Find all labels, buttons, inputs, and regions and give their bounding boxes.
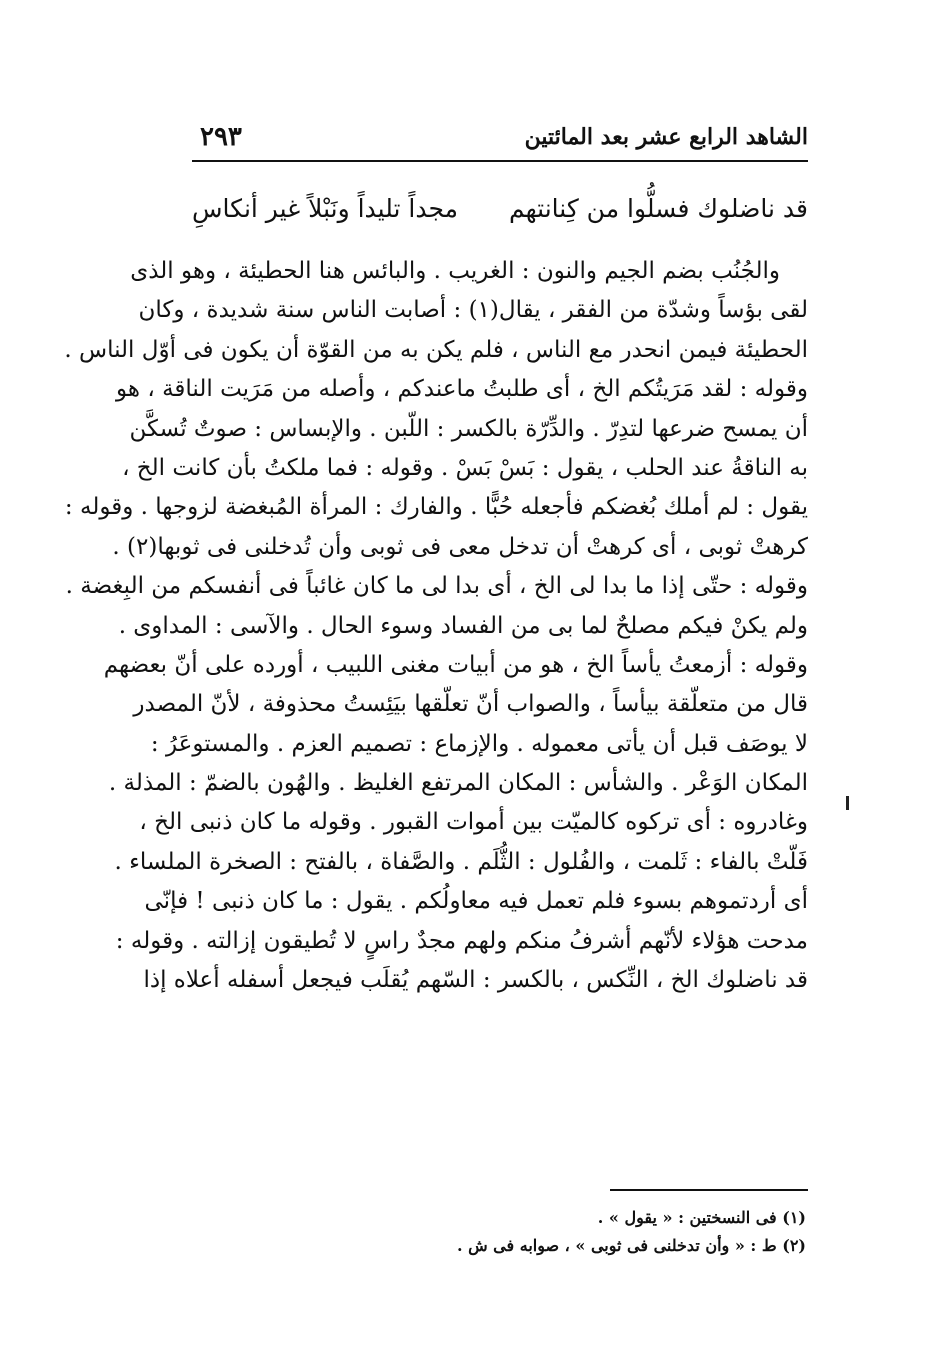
commentary-line: به الناقةُ عند الحلب ، يقول : بَسْ بَسْ . وقوله : فما ملكتُ بأن كانت الخ ، — [122, 454, 808, 481]
commentary-text — [64, 252, 808, 1000]
footnote-rule — [610, 1189, 808, 1191]
footnotes — [206, 1204, 806, 1260]
commentary-line: قد ناضلوك الخ ، النِّكس ، بالكسر : السّهم يُقلَب فيجعل أسفله أعلاه إذا — [143, 967, 808, 994]
verse-second-hemistich: مجداً تليداً ونَبْلاً غير أنكاسِ — [192, 194, 458, 223]
commentary-line: وغادروه : أى تركوه كالميّت بين أموات القبور . وقوله ما كان ذنبى الخ ، — [139, 809, 808, 836]
commentary-line: قال من متعلّقة بيأساً ، والصواب أنّ تعلّقها بيَئِستُ محذوفة ، لأنّ المصدر — [133, 691, 808, 718]
commentary-line: فَلّتْ بالفاء : ثَلمت ، والفُلول : الثُّلَم . والصَّفاة ، بالفتح : الصخرة الملساء . — [114, 848, 808, 875]
verse-first-hemistich: قد ناضلوك فسلُّوا من كِنانتهم — [509, 194, 808, 223]
commentary-line: وقوله : حتّى إذا ما بدا لى الخ ، أى بدا لى ما كان غائباً فى أنفسكم من البِغضة . — [65, 573, 808, 600]
margin-mark — [846, 796, 849, 810]
commentary-line: يقول : لم أملك بُغضكم فأجعله حُبًّا . والفارك : المرأة المُبغضة لزوجها . وقوله : — [64, 494, 808, 521]
poetry-verse — [192, 194, 808, 238]
commentary-line: كرهتْ ثوبى ، أى كرهتْ أن تدخل معى فى ثوبى وأن تُدخلنى فى ثوبها(٢) . — [112, 533, 808, 560]
commentary-line: ولم يكنْ فيكم مصلحٌ لما بى من الفساد وسوء الحال . والآسى : المداوى . — [118, 612, 808, 639]
page-number: ٢٩٣ — [200, 122, 242, 152]
commentary-line: وقوله : لقد مَرَيتُكم الخ ، أى طلبتُ ماعندكم ، وأصله من مَرَيت الناقة ، هو — [116, 376, 808, 403]
commentary-line: وقوله : أزمعتُ يأساً الخ ، هو من أبيات مغنى اللبيب ، أورده على أنّ بعضهم — [103, 651, 808, 678]
commentary-line: أن يمسح ضرعها لتدِرّ . والدِّرّة بالكسر : اللّبن . والإبساس : صوتٌ تُسكَّن — [129, 415, 808, 442]
commentary-line: أى أردتموهم بسوء فلم تعمل فيه معاولُكم . يقول : ما كان ذنبى ! فإنّى — [144, 888, 808, 915]
commentary-line: والجُنُب بضم الجيم والنون : الغريب . والبائس هنا الحطيئة ، وهو الذى — [130, 258, 780, 284]
running-title: الشاهد الرابع عشر بعد المائتين — [524, 124, 808, 150]
commentary-line: الحطيئة فيمن انحدر مع الناس ، فلم يكن به من القوّة أن يكون فى أوّل الناس . — [64, 336, 808, 363]
footnote: (٢) ط : « وأن تدخلنى فى ثوبى » ، صوابه فى ش . — [456, 1236, 806, 1255]
commentary-line: لقى بؤساً وشدّة من الفقر ، يقال(١) : أصابت الناس سنة شديدة ، وكان — [138, 297, 808, 324]
header-rule — [192, 160, 808, 162]
commentary-line: لا يوصَف قبل أن يأتى معموله . والإزماع : تصميم العزم . والمستوعَرُ : — [150, 730, 808, 757]
commentary-line: المكان الوَعْر . والشأس : المكان المرتفع الغليظ . والهُون بالضمّ : المذلة . — [108, 770, 808, 797]
footnote: (١) فى النسختين : « يقول » . — [597, 1208, 806, 1227]
commentary-line: مدحت هؤلاء لأنّهم أشرفُ منكم ولهم مجدٌ راسٍ لا تُطيقون إزالته . وقوله : — [115, 927, 808, 954]
